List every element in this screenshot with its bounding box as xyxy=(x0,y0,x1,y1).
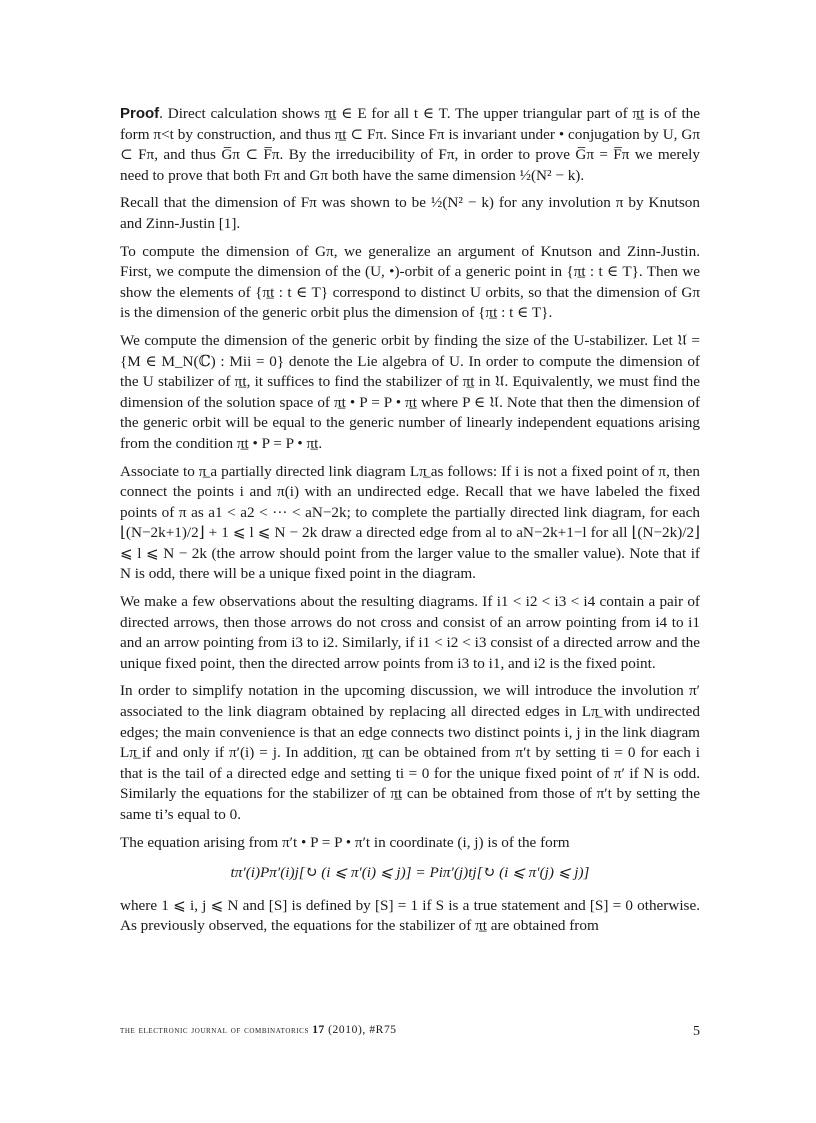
display-equation: tπ′(i)Pπ′(i)j[↻ (i ⩽ π′(i) ⩽ j)] = Piπ′(j)tj[↻ (i ⩽ π′(j) ⩽ j)] xyxy=(230,864,590,882)
proof-label: Proof xyxy=(120,105,160,122)
paragraph xyxy=(120,592,700,674)
paragraph-text: Associate to π̲ a partially directed link diagram Lπ̲ as follows: If i is not a fixed point of π, then connect the points i and π(i) with an undirected edge. Recall that we have labeled the fixed points of π as a1 < a2 < ··· < aN−2k; to complete the partially directed link diagram, for each ⌊(N−2k+1)/2⌋ + 1 ⩽ l ⩽ N − 2k draw a directed edge from al to aN−2k+1−l for all ⌊(N−2k)/2⌋ ⩽ l ⩽ N − 2k (the arrow should point from the larger value to the smaller value). Note that if N is odd, there will be a unique fixed point in the diagram. xyxy=(120,462,700,583)
journal-year-ref: (2010), #R75 xyxy=(328,1024,397,1036)
paragraph xyxy=(120,193,700,234)
paragraph xyxy=(120,242,700,324)
paragraph-text: Recall that the dimension of Fπ was shown to be ½(N² − k) for any involution π by Knutson and Zinn-Justin [1]. xyxy=(120,194,700,232)
paragraph-text: The equation arising from π′t • P = P • π′t in coordinate (i, j) is of the form xyxy=(120,833,570,851)
body-text xyxy=(120,104,700,944)
paragraph xyxy=(120,681,700,825)
paragraph-text: We make a few observations about the resulting diagrams. If i1 < i2 < i3 < i4 contain a pair of directed arrows, then those arrows do not cross and consist of an arrow pointing from i4 to i1 and an arrow pointing from i3 to i2. Similarly, if i1 < i2 < i3 consist of a directed arrow and the unique fixed point, then the directed arrow points from i3 to i1, and i2 is the fixed point. xyxy=(120,593,700,672)
proof-text: . Direct calculation shows π̲t ∈ E for all t ∈ T. The upper triangular part of π̲t is of the form π<t by construction, and thus π̲t ⊂ Fπ. Since Fπ is invariant under • conjugation by U, Gπ ⊂ Fπ, and thus G̅π ⊂ F̅π. By the irreducibility of Fπ, in order to prove G̅π = F̅π we merely need to prove that both Fπ and Gπ both have the same dimension ½(N² − k). xyxy=(120,105,700,184)
paragraph-text: In order to simplify notation in the upcoming discussion, we will introduce the involution π′ associated to the link diagram obtained by replacing all directed edges in Lπ̲ with undirected edges; the main convenience is that an edge connects two distinct points i, j in the link diagram Lπ̲ if and only if π′(i) = j. In addition, π̲t can be obtained from π′t by setting ti = 0 for each i that is the tail of a directed edge and setting ti = 0 for the unique fixed point of π′ if N is odd. Similarly the equations for the stabilizer of π̲t can be obtained from those of π′t by setting the same ti’s equal to 0. xyxy=(120,682,700,823)
journal-citation xyxy=(120,1024,397,1040)
page-footer xyxy=(120,1024,700,1040)
page-number: 5 xyxy=(693,1024,700,1039)
journal-volume: 17 xyxy=(312,1024,325,1036)
paragraph-text: To compute the dimension of Gπ, we generalize an argument of Knutson and Zinn-Justin. First, we compute the dimension of the (U, •)-orbit of a generic point in {π̲t : t ∈ T}. Then we show the elements of {π̲t : t ∈ T} correspond to distinct U orbits, so that the dimension of Gπ is the dimension of the generic orbit plus the dimension of {π̲t : t ∈ T}. xyxy=(120,242,700,322)
proof-paragraph xyxy=(120,104,700,186)
paragraph-text: where 1 ⩽ i, j ⩽ N and [S] is defined by [S] = 1 if S is a true statement and [S] = 0 otherwise. As previously observed, the equations for the stabilizer of π̲t are obtained from xyxy=(120,896,700,935)
journal-name: the electronic journal of combinatorics xyxy=(120,1025,309,1036)
paragraph xyxy=(120,896,700,937)
paragraph xyxy=(120,331,700,455)
paragraph xyxy=(120,833,700,854)
paragraph xyxy=(120,462,700,586)
paragraph-text: We compute the dimension of the generic orbit by finding the size of the U-stabilizer. Let 𝔘 = {M ∈ M_N(ℂ) : Mii = 0} denote the Lie algebra of U. In order to compute the dimension of the U stabilizer of π̲t, it suffices to find the stabilizer of π̲t in 𝔘. Equivalently, we must find the dimension of the solution space of π̲t • P = P • π̲t where P ∈ 𝔘. Note that then the dimension of the generic orbit will be equal to the generic number of linearly independent equations arising from the condition π̲t • P = P • π̲t. xyxy=(120,331,700,452)
